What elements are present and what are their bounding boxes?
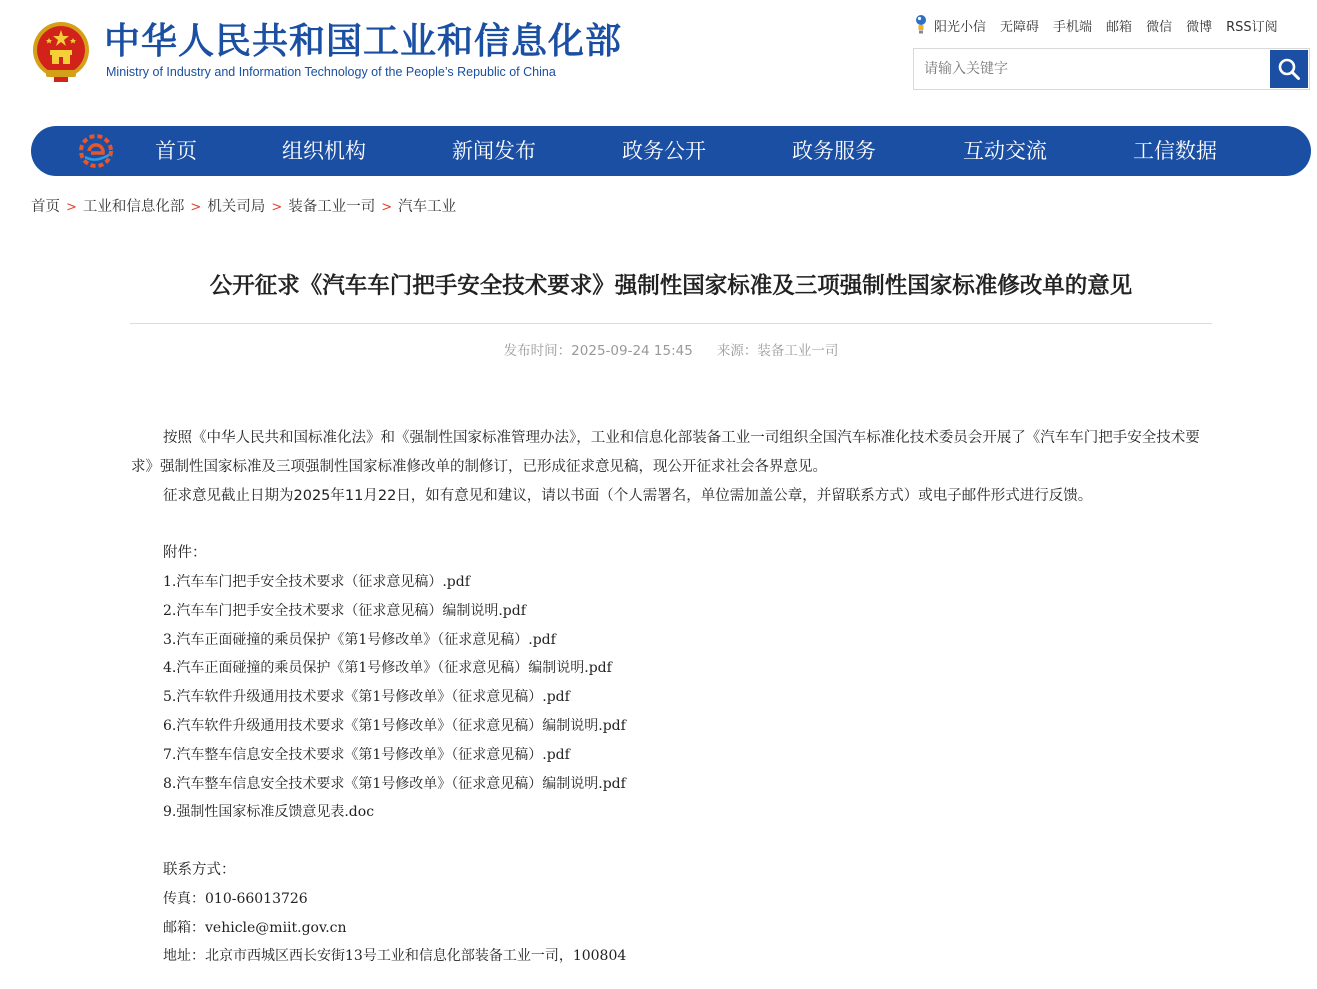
breadcrumb-ministry[interactable]: 工业和信息化部: [82, 199, 185, 215]
nav-item-organization[interactable]: 组织机构: [282, 139, 366, 163]
attachment-link[interactable]: 8.汽车整车信息安全技术要求《第1号修改单》（征求意见稿）编制说明.pdf: [163, 775, 626, 792]
link-wechat[interactable]: 微信: [1146, 19, 1173, 35]
main-nav: [31, 126, 1311, 176]
attachment-link[interactable]: 5.汽车软件升级通用技术要求《第1号修改单》（征求意见稿）.pdf: [163, 689, 570, 706]
article-body: [131, 424, 1212, 971]
attachment-link[interactable]: 6.汽车软件升级通用技术要求《第1号修改单》（征求意见稿）编制说明.pdf: [163, 717, 626, 734]
link-accessibility[interactable]: 无障碍: [1000, 19, 1040, 35]
breadcrumb-auto-industry[interactable]: 汽车工业: [398, 199, 457, 215]
attachment-link[interactable]: 3.汽车正面碰撞的乘员保护《第1号修改单》（征求意见稿）.pdf: [163, 631, 556, 648]
spacer: [131, 510, 1212, 539]
body-paragraph: 征求意见截止日期为2025年11月22日，如有意见和建议，请以书面（个人需署名，单位需加盖公章，并留联系方式）或电子邮件形式进行反馈。: [163, 487, 1093, 504]
contact-fax: 传真：010-66013726: [163, 890, 308, 907]
search-input[interactable]: [914, 49, 1269, 89]
article-source: 来源：装备工业一司: [716, 343, 839, 359]
attachment-link[interactable]: 4.汽车正面碰撞的乘员保护《第1号修改单》（征求意见稿）编制说明.pdf: [163, 660, 612, 677]
attachments-label: 附件：: [163, 545, 207, 562]
nav-item-interaction[interactable]: 互动交流: [963, 139, 1047, 163]
link-rss[interactable]: RSS订阅: [1226, 19, 1278, 35]
contact-address: 地址：北京市西城区西长安街13号工业和信息化部装备工业一司，100804: [163, 948, 627, 965]
site-title: 中华人民共和国工业和信息化部: [104, 21, 623, 62]
nav-item-services[interactable]: 政务服务: [792, 139, 876, 163]
link-mobile[interactable]: 手机端: [1053, 19, 1093, 35]
link-mailbox[interactable]: 邮箱: [1106, 19, 1133, 35]
nav-item-government-affairs[interactable]: 政务公开: [622, 139, 706, 163]
publish-time: 发布时间：2025-09-24 15:45: [503, 343, 693, 359]
contact-label: 联系方式：: [163, 861, 236, 878]
breadcrumb-separator: >: [271, 200, 283, 215]
search-box: [913, 48, 1310, 90]
miit-logo-icon: [77, 133, 115, 169]
breadcrumb-departments[interactable]: 机关司局: [207, 199, 266, 215]
breadcrumb-separator: >: [66, 200, 77, 215]
article-title: 公开征求《汽车车门把手安全技术要求》强制性国家标准及三项强制性国家标准修改单的意见: [209, 273, 1133, 299]
site-subtitle: Ministry of Industry and Information Technology of the People’s Republic of China: [106, 65, 556, 79]
site-header: [0, 0, 1317, 110]
breadcrumb-equipment-dept[interactable]: 装备工业一司: [288, 199, 376, 215]
attachment-link[interactable]: 9.强制性国家标准反馈意见表.doc: [163, 804, 375, 821]
attachment-link[interactable]: 1.汽车车门把手安全技术要求（征求意见稿）.pdf: [163, 573, 470, 590]
attachment-link[interactable]: 2.汽车车门把手安全技术要求（征求意见稿）编制说明.pdf: [163, 602, 526, 619]
body-paragraph: 按照《中华人民共和国标准化法》和《强制性国家标准管理办法》，工业和信息化部装备工业一司组织全国汽车标准化技术委员会开展了《汽车车门把手安全技术要求》强制性国家标准及三项强制性国家标准修改单的制修订，已形成征求意见稿，现公开征求社会各界意见。: [131, 430, 1200, 475]
nav-item-news[interactable]: 新闻发布: [452, 139, 536, 163]
national-emblem-icon: [30, 20, 92, 84]
search-icon: [1277, 57, 1301, 81]
nav-item-home[interactable]: 首页: [155, 139, 197, 163]
title-divider: [130, 323, 1212, 324]
contact-email: 邮箱：vehicle@miit.gov.cn: [163, 919, 347, 936]
nav-item-data[interactable]: 工信数据: [1133, 139, 1217, 163]
spacer: [131, 827, 1212, 856]
attachment-link[interactable]: 7.汽车整车信息安全技术要求《第1号修改单》（征求意见稿）.pdf: [163, 746, 570, 763]
breadcrumb-separator: >: [381, 200, 393, 215]
top-links: [914, 14, 1278, 36]
lightbulb-icon: [914, 14, 928, 36]
article-meta: [130, 341, 1212, 361]
link-weibo[interactable]: 微博: [1186, 19, 1213, 35]
breadcrumb-separator: >: [190, 200, 202, 215]
breadcrumb: [31, 196, 456, 219]
breadcrumb-home[interactable]: 首页: [31, 199, 60, 215]
search-button[interactable]: [1270, 50, 1308, 88]
link-sunshine-xiaoxin[interactable]: 阳光小信: [934, 19, 987, 35]
